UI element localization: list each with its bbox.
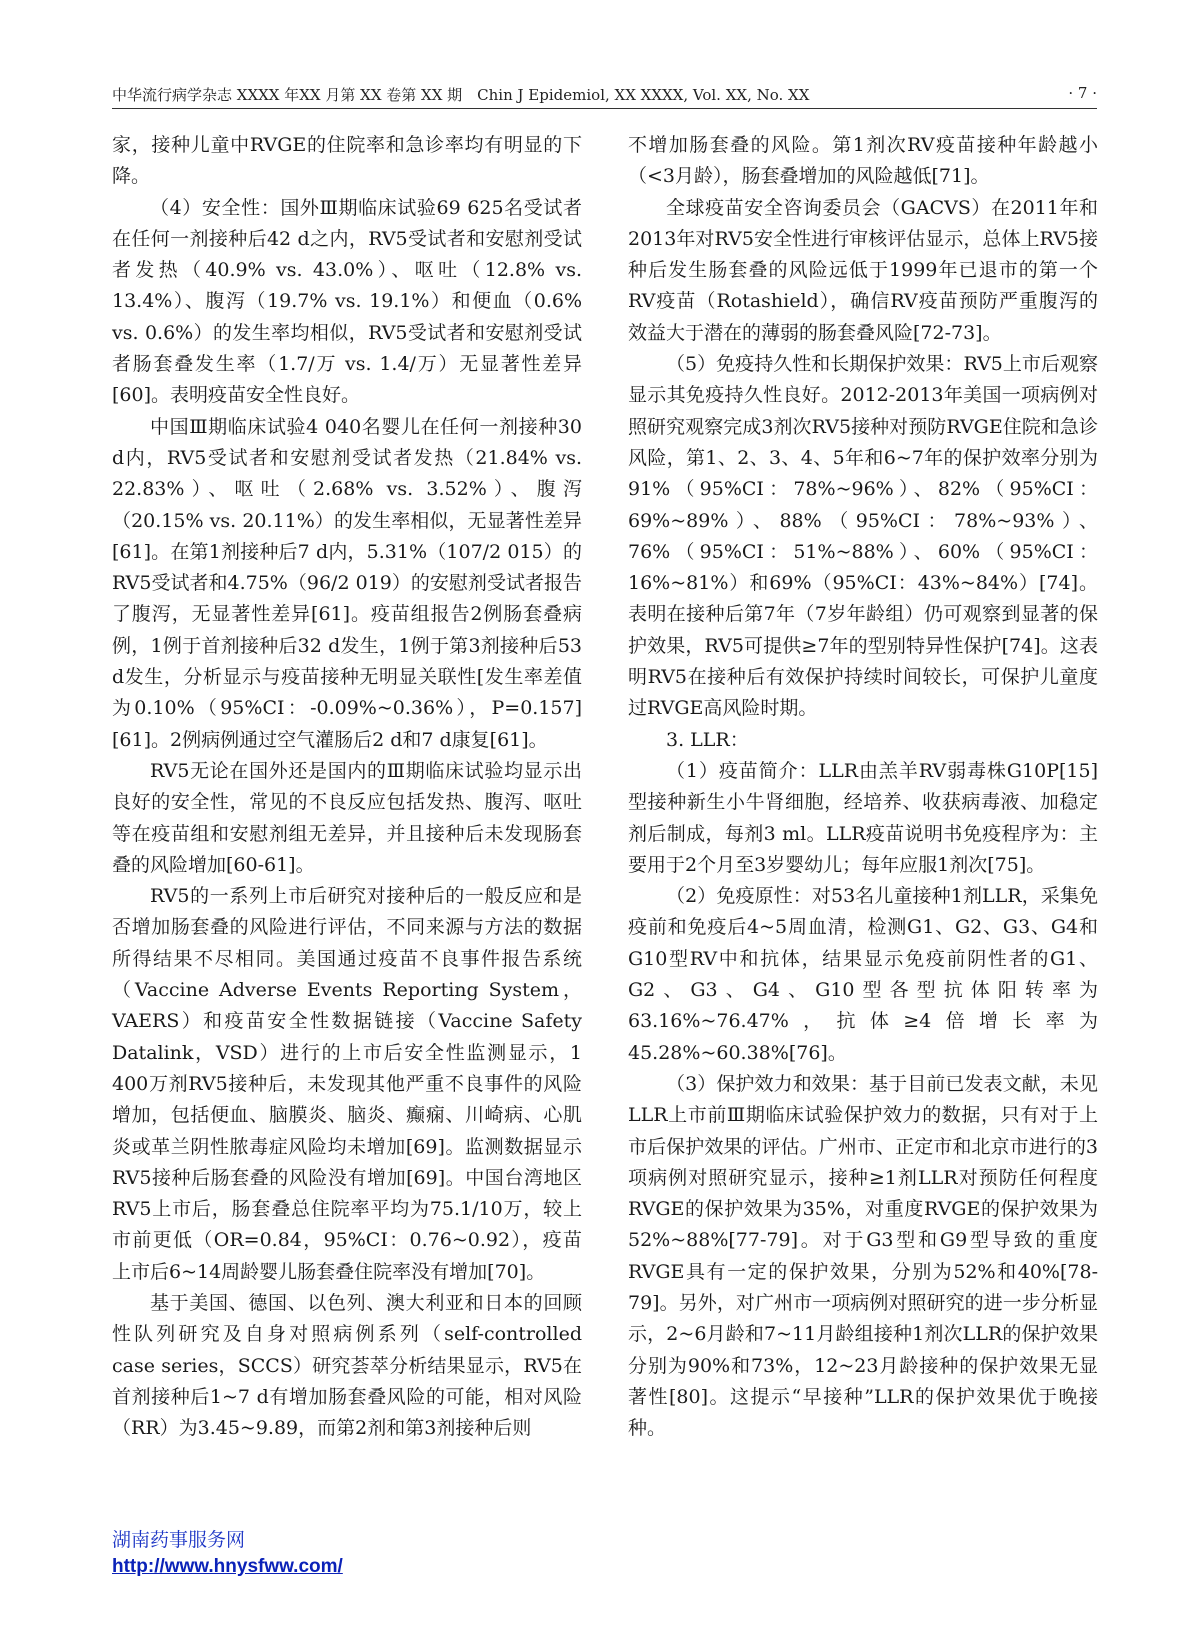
paragraph: （1）疫苗简介：LLR由羔羊RV弱毒株G10P[15]型接种新生小牛肾细胞，经培养、收获病毒液、加稳定剂后制成，每剂3 ml。LLR疫苗说明书免疫程序为：主要用于2个月至3岁婴幼儿；每年应服1剂次[75]。 — [628, 759, 1098, 876]
paragraph: 全球疫苗安全咨询委员会（GACVS）在2011年和2013年对RV5安全性进行审核评估显示，总体上RV5接种后发生肠套叠的风险远低于1999年已退市的第一个RV疫苗（Rotashield），确信RV疫苗预防严重腹泻的效益大于潜在的薄弱的肠套叠风险[72-73]。 — [628, 196, 1098, 344]
paragraph: RV5的一系列上市后研究对接种后的一般反应和是否增加肠套叠的风险进行评估，不同来源与方法的数据所得结果不尽相同。美国通过疫苗不良事件报告系统（Vaccine Adverse Events Reporting System，VAERS）和疫苗安全性数据链接（Vaccine Safety Datalink，VSD）进行的上市后安全性监测显示，1 400万剂RV5接种后，未发现其他严重不良事件的风险增加，包括便血、脑膜炎、脑炎、癫痫、川崎病、心肌炎或革兰阴性脓毒症风险均未增加[69]。监测数据显示RV5接种后肠套叠的风险没有增加[69]。中国台湾地区RV5上市后，肠套叠总住院率平均为75.1/10万，较上市前更低（OR=0.84，95%CI：0.76~0.92），疫苗上市后6~14周龄婴儿肠套叠住院率没有增加[70]。 — [112, 885, 582, 1283]
paragraph: RV5无论在国外还是国内的Ⅲ期临床试验均显示出良好的安全性，常见的不良反应包括发热、腹泻、呕吐等在疫苗组和安慰剂组无差异，并且接种后未发现肠套叠的风险增加[60-61]。 — [112, 759, 582, 876]
site-name: 湖南药事服务网 — [112, 1530, 246, 1551]
site-url-link[interactable]: http://www.hnysfww.com/ — [112, 1556, 343, 1577]
right-column — [628, 130, 1098, 1444]
running-header — [112, 80, 1097, 109]
paragraph: 家，接种儿童中RVGE的住院率和急诊率均有明显的下降。 — [112, 134, 582, 188]
left-column — [112, 130, 582, 1444]
paragraph: 不增加肠套叠的风险。第1剂次RV疫苗接种年龄越小（<3月龄），肠套叠增加的风险越低[71]。 — [628, 134, 1098, 188]
section-heading: 3. LLR： — [666, 728, 749, 751]
paragraph: （5）免疫持久性和长期保护效果：RV5上市后观察显示其免疫持久性良好。2012-2013年美国一项病例对照研究观察完成3剂次RV5接种对预防RVGE住院和急诊风险，第1、2、3、4、5年和6~7年的保护效率分别为91%（95%CI：78%~96%）、82%（95%CI：69%~89%）、88%（95%CI：78%~93%）、76%（95%CI：51%~88%）、60%（95%CI：16%~81%）和69%（95%CI：43%~84%）[74]。表明在接种后第7年（7岁年龄组）仍可观察到显著的保护效果，RV5可提供≥7年的型别特异性保护[74]。这表明RV5在接种后有效保护持续时间较长，可保护儿童度过RVGE高风险时期。 — [628, 353, 1098, 720]
journal-citation: 中华流行病学杂志 XXXX 年XX 月第 XX 卷第 XX 期 Chin J Epidemiol, XX XXXX, Vol. XX, No. XX — [112, 86, 810, 104]
paragraph: 基于美国、德国、以色列、澳大利亚和日本的回顾性队列研究及自身对照病例系列（self-controlled case series，SCCS）研究荟萃分析结果显示，RV5在首剂接种后1~7 d有增加肠套叠风险的可能，相对风险（RR）为3.45~9.89，而第2剂和第3剂接种后则 — [112, 1291, 582, 1440]
page-number: · 7 · — [1068, 84, 1097, 102]
paragraph: 中国Ⅲ期临床试验4 040名婴儿在任何一剂接种30 d内，RV5受试者和安慰剂受试者发热（21.84% vs. 22.83%）、呕吐（2.68% vs. 3.52%）、腹泻（20.15% vs. 20.11%）的发生率相似，无显著性差异[61]。在第1剂接种后7 d内，5.31%（107/2 015）的RV5受试者和4.75%（96/2 019）的安慰剂受试者报告了腹泻，无显著性差异[61]。疫苗组报告2例肠套叠病例，1例于首剂接种后32 d发生，1例于第3剂接种后53 d发生，分析显示与疫苗接种无明显关联性[发生率差值为0.10%（95%CI：-0.09%~0.36%），P=0.157][61]。2例病例通过空气灌肠后2 d和7 d康复[61]。 — [112, 415, 582, 751]
paragraph: （3）保护效力和效果：基于目前已发表文献，未见LLR上市前Ⅲ期临床试验保护效力的数据，只有对于上市后保护效果的评估。广州市、正定市和北京市进行的3项病例对照研究显示，接种≥1剂LLR对预防任何程度RVGE的保护效果为35%，对重度RVGE的保护效果为52%~88%[77-79]。对于G3型和G9型导致的重度RVGE具有一定的保护效果，分别为52%和40%[78-79]。另外，对广州市一项病例对照研究的进一步分析显示，2~6月龄和7~11月龄组接种1剂次LLR的保护效果分别为90%和73%，12~23月龄接种的保护效果无显著性[80]。这提示“早接种”LLR的保护效果优于晚接种。 — [628, 1072, 1098, 1440]
paragraph: （2）免疫原性：对53名儿童接种1剂LLR，采集免疫前和免疫后4~5周血清，检测G1、G2、G3、G4和G10型RV中和抗体，结果显示免疫前阴性者的G1、G2、G3、G4、G10型各型抗体阳转率为63.16%~76.47%，抗体≥4倍增长率为45.28%~60.38%[76]。 — [628, 885, 1098, 1064]
paragraph: （4）安全性：国外Ⅲ期临床试验69 625名受试者在任何一剂接种后42 d之内，RV5受试者和安慰剂受试者发热（40.9% vs. 43.0%）、呕吐（12.8% vs. 13.4%）、腹泻（19.7% vs. 19.1%）和便血（0.6% vs. 0.6%）的发生率均相似，RV5受试者和安慰剂受试者肠套叠发生率（1.7/万 vs. 1.4/万）无显著性差异[60]。表明疫苗安全性良好。 — [112, 196, 582, 407]
watermark-footer — [112, 1528, 343, 1580]
